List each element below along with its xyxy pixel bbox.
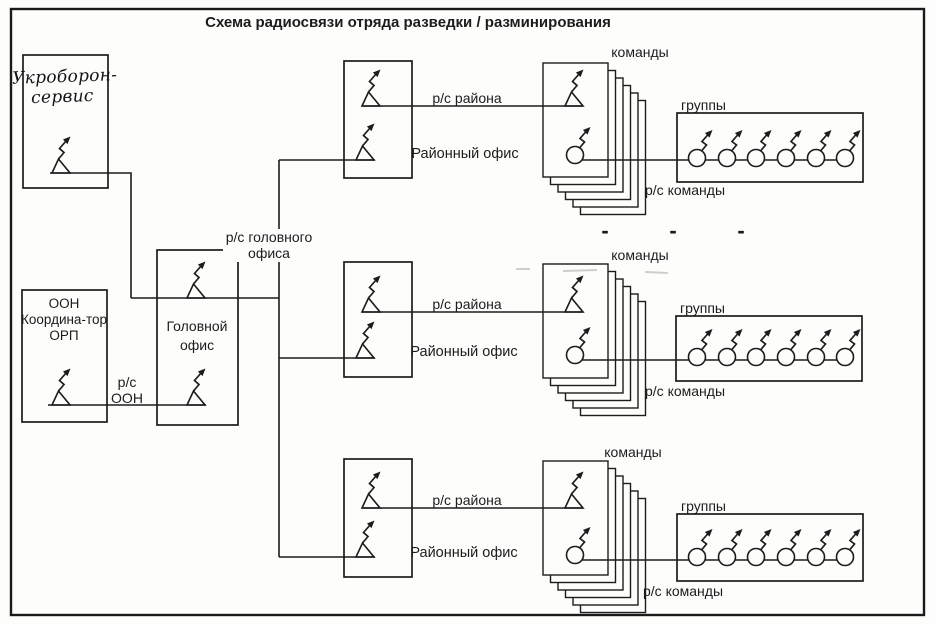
rs-un-label-line2: ООН: [111, 390, 143, 406]
rs-head-office-label-line1: р/с головного: [225, 229, 313, 245]
teams-stack-middle: [543, 264, 646, 416]
ellipsis-dash: -: [601, 218, 609, 243]
teams-label-bottom: команды: [604, 444, 662, 460]
groups-label-bottom: группы: [681, 498, 726, 514]
district-office-label-bottom: Районный офис: [410, 545, 518, 561]
teams-label-top: команды: [611, 44, 669, 60]
ellipsis-dash: -: [737, 218, 745, 243]
ukroboron-label-line1: Укроборон-: [11, 65, 118, 89]
ukroboron-label-line2: сервис: [30, 85, 95, 109]
teams-stack-top: [543, 63, 646, 215]
groups-label-middle: группы: [680, 300, 725, 316]
un-label-line1: ООН: [48, 296, 80, 311]
head-office-label-line1: Головной: [166, 318, 228, 334]
rs-un-label-line1: р/с: [117, 374, 137, 390]
diagram-title: Схема радиосвязи отряда разведки / разминирования: [205, 14, 611, 31]
rs-team-label-top: р/с команды: [645, 182, 726, 198]
rs-head-office-label-line2: офиса: [248, 245, 290, 261]
teams-stack-bottom: [543, 461, 646, 613]
district-office-label-middle: Районный офис: [410, 344, 518, 360]
rs-district-label-top: р/с района: [432, 90, 502, 106]
district-office-label-top: Районный офис: [411, 146, 519, 162]
un-label-line3: ОРП: [49, 328, 79, 343]
rs-district-label-bottom: р/с района: [432, 492, 502, 508]
rs-district-label-middle: р/с района: [432, 296, 502, 312]
rs-team-label-bottom: р/с команды: [643, 583, 724, 599]
ellipsis-dash: -: [669, 218, 677, 243]
groups-label-top: группы: [681, 97, 726, 113]
head-office-label-line2: офис: [179, 337, 215, 353]
rs-team-label-middle: р/с команды: [645, 383, 726, 399]
teams-label-middle: команды: [611, 247, 669, 263]
un-label-line2: Координа-тор: [20, 312, 108, 327]
